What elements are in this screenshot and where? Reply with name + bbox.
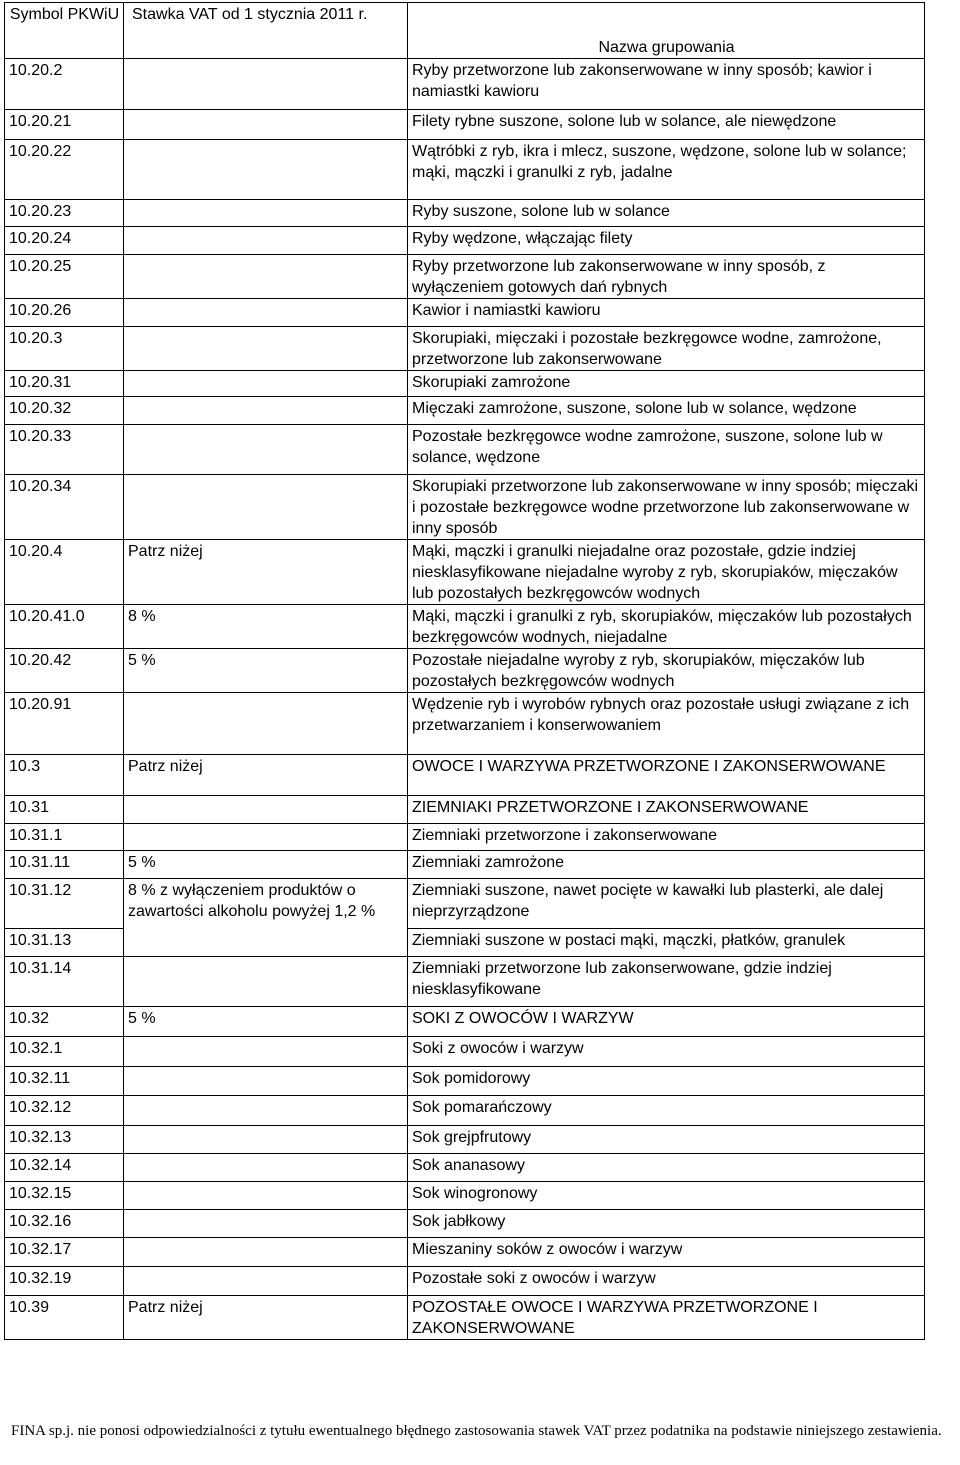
row-group-name: Ziemniaki suszone w postaci mąki, mączki, płatków, granulek (408, 929, 925, 957)
row-symbol: 10.32.12 (5, 1096, 124, 1126)
row-group-name: Ryby przetworzone lub zakonserwowane w inny sposób, z wyłączeniem gotowych dań rybnych (408, 255, 925, 299)
row-symbol: 10.32.11 (5, 1067, 124, 1096)
row-symbol: 10.32.1 (5, 1037, 124, 1067)
row-group-name: Mięczaki zamrożone, suszone, solone lub w solance, wędzone (408, 397, 925, 425)
row-vat-rate: Patrz niżej (124, 1296, 408, 1340)
table-row (5, 1126, 925, 1154)
row-symbol: 10.32.13 (5, 1126, 124, 1154)
row-group-name: Ziemniaki zamrożone (408, 851, 925, 879)
row-symbol: 10.31 (5, 796, 124, 824)
table-row (5, 1210, 925, 1238)
row-symbol: 10.20.22 (5, 140, 124, 200)
row-symbol: 10.20.91 (5, 693, 124, 755)
row-symbol: 10.31.1 (5, 824, 124, 851)
row-group-name: Wędzenie ryb i wyrobów rybnych oraz pozostałe usługi związane z ich przetwarzaniem i konserwowaniem (408, 693, 925, 755)
row-group-name: Sok pomarańczowy (408, 1096, 925, 1126)
table-row (5, 110, 925, 140)
row-group-name: Wątróbki z ryb, ikra i mlecz, suszone, wędzone, solone lub w solance; mąki, mączki i granulki z ryb, jadalne (408, 140, 925, 200)
table-row (5, 397, 925, 425)
row-group-name: Kawior i namiastki kawioru (408, 299, 925, 327)
row-vat-rate (124, 110, 408, 140)
row-vat-rate (124, 327, 408, 371)
row-symbol: 10.20.41.0 (5, 605, 124, 649)
row-group-name: Skorupiaki, mięczaki i pozostałe bezkręgowce wodne, zamrożone, przetworzone lub zakonserwowane (408, 327, 925, 371)
row-vat-rate (124, 200, 408, 227)
row-vat-rate (124, 371, 408, 397)
row-vat-rate (124, 59, 408, 110)
row-symbol: 10.32.14 (5, 1154, 124, 1182)
row-group-name: Ryby przetworzone lub zakonserwowane w inny sposób; kawior i namiastki kawioru (408, 59, 925, 110)
row-group-name: Skorupiaki przetworzone lub zakonserwowane w inny sposób; mięczaki i pozostałe bezkręgowce wodne przetworzone lub zakonserwowane w inny sposób (408, 475, 925, 540)
row-group-name: Mąki, mączki i granulki niejadalne oraz pozostałe, gdzie indziej niesklasyfikowane niejadalne wyroby z ryb, skorupiaków, mięczaków lub pozostałych bezkręgowców wodnych (408, 540, 925, 605)
table-row (5, 327, 925, 371)
row-symbol: 10.39 (5, 1296, 124, 1340)
row-group-name: Sok grejpfrutowy (408, 1126, 925, 1154)
row-symbol: 10.20.42 (5, 649, 124, 693)
row-vat-rate (124, 299, 408, 327)
row-symbol: 10.20.3 (5, 327, 124, 371)
row-vat-rate (124, 397, 408, 425)
row-vat-rate (124, 1154, 408, 1182)
row-symbol: 10.32.15 (5, 1182, 124, 1210)
row-symbol: 10.20.21 (5, 110, 124, 140)
row-group-name: Filety rybne suszone, solone lub w solance, ale niewędzone (408, 110, 925, 140)
table-row (5, 1007, 925, 1037)
row-vat-rate (124, 796, 408, 824)
row-group-name: POZOSTAŁE OWOCE I WARZYWA PRZETWORZONE I ZAKONSERWOWANE (408, 1296, 925, 1340)
row-group-name: Sok pomidorowy (408, 1067, 925, 1096)
row-group-name: Pozostałe bezkręgowce wodne zamrożone, suszone, solone lub w solance, wędzone (408, 425, 925, 475)
row-group-name: Ryby wędzone, włączając filety (408, 227, 925, 255)
table-row (5, 796, 925, 824)
table-row (5, 425, 925, 475)
table-row (5, 299, 925, 327)
row-vat-rate (124, 425, 408, 475)
table-row (5, 851, 925, 879)
row-group-name: Ziemniaki przetworzone lub zakonserwowane, gdzie indziej niesklasyfikowane (408, 957, 925, 1007)
row-group-name: Skorupiaki zamrożone (408, 371, 925, 397)
row-group-name: Pozostałe soki z owoców i warzyw (408, 1267, 925, 1296)
row-symbol: 10.32 (5, 1007, 124, 1037)
table-row (5, 1182, 925, 1210)
table-row (5, 755, 925, 796)
row-vat-rate: 5 % (124, 649, 408, 693)
row-vat-rate (124, 255, 408, 299)
row-vat-rate (124, 140, 408, 200)
table-row (5, 879, 925, 929)
row-symbol: 10.20.34 (5, 475, 124, 540)
header-vat-rate: Stawka VAT od 1 stycznia 2011 r. (124, 3, 408, 59)
row-vat-rate: 5 % (124, 1007, 408, 1037)
row-symbol: 10.20.32 (5, 397, 124, 425)
row-symbol: 10.32.19 (5, 1267, 124, 1296)
table-row (5, 140, 925, 200)
row-vat-rate (124, 1182, 408, 1210)
header-group-name: Nazwa grupowania (408, 3, 925, 59)
row-symbol: 10.32.16 (5, 1210, 124, 1238)
row-vat-rate: Patrz niżej (124, 755, 408, 796)
row-group-name: Mieszaniny soków z owoców i warzyw (408, 1238, 925, 1267)
row-symbol: 10.20.33 (5, 425, 124, 475)
row-symbol: 10.31.13 (5, 929, 124, 957)
row-symbol: 10.20.31 (5, 371, 124, 397)
table-row (5, 1267, 925, 1296)
table-row (5, 475, 925, 540)
table-row (5, 200, 925, 227)
row-symbol: 10.31.12 (5, 879, 124, 929)
row-vat-rate: 5 % (124, 851, 408, 879)
table-row (5, 540, 925, 605)
row-group-name: Sok jabłkowy (408, 1210, 925, 1238)
row-group-name: Ryby suszone, solone lub w solance (408, 200, 925, 227)
table-body (5, 59, 925, 1340)
row-group-name: Soki z owoców i warzyw (408, 1037, 925, 1067)
row-symbol: 10.31.14 (5, 957, 124, 1007)
table-row (5, 693, 925, 755)
row-vat-rate (124, 1238, 408, 1267)
disclaimer-footer: FINA sp.j. nie ponosi odpowiedzialności z tytułu ewentualnego błędnego zastosowania stawek VAT przez podatnika na podstawie niniejszego zestawienia. (11, 1423, 942, 1439)
row-symbol: 10.20.24 (5, 227, 124, 255)
row-vat-rate (124, 1126, 408, 1154)
row-vat-rate (124, 475, 408, 540)
row-group-name: ZIEMNIAKI PRZETWORZONE I ZAKONSERWOWANE (408, 796, 925, 824)
table-row (5, 649, 925, 693)
table-row (5, 1067, 925, 1096)
row-symbol: 10.32.17 (5, 1238, 124, 1267)
row-group-name: Sok winogronowy (408, 1182, 925, 1210)
row-vat-rate (124, 1037, 408, 1067)
row-symbol: 10.31.11 (5, 851, 124, 879)
row-vat-rate (124, 957, 408, 1007)
table-row (5, 824, 925, 851)
row-group-name: Ziemniaki przetworzone i zakonserwowane (408, 824, 925, 851)
table-row (5, 255, 925, 299)
table-row (5, 1296, 925, 1340)
row-symbol: 10.20.23 (5, 200, 124, 227)
row-vat-rate (124, 693, 408, 755)
row-symbol: 10.20.4 (5, 540, 124, 605)
table-row (5, 59, 925, 110)
row-symbol: 10.20.2 (5, 59, 124, 110)
row-vat-rate (124, 1210, 408, 1238)
table-row (5, 1238, 925, 1267)
row-vat-rate (124, 824, 408, 851)
table-header-row (5, 3, 925, 59)
row-symbol: 10.20.25 (5, 255, 124, 299)
table-row (5, 1096, 925, 1126)
row-vat-rate: 8 % z wyłączeniem produktów o zawartości alkoholu powyżej 1,2 % (124, 879, 408, 957)
row-vat-rate (124, 1267, 408, 1296)
table-row (5, 1037, 925, 1067)
vat-table (4, 2, 925, 1340)
row-symbol: 10.20.26 (5, 299, 124, 327)
row-vat-rate (124, 1067, 408, 1096)
row-group-name: Ziemniaki suszone, nawet pocięte w kawałki lub plasterki, ale dalej nieprzyrządzone (408, 879, 925, 929)
vat-rate-document (4, 2, 925, 1340)
row-group-name: Sok ananasowy (408, 1154, 925, 1182)
row-group-name: SOKI Z OWOCÓW I WARZYW (408, 1007, 925, 1037)
table-row (5, 227, 925, 255)
row-vat-rate: Patrz niżej (124, 540, 408, 605)
table-row (5, 605, 925, 649)
row-vat-rate: 8 % (124, 605, 408, 649)
row-group-name: Pozostałe niejadalne wyroby z ryb, skorupiaków, mięczaków lub pozostałych bezkręgowców wodnych (408, 649, 925, 693)
header-symbol: Symbol PKWiU (5, 3, 124, 59)
table-row (5, 957, 925, 1007)
row-group-name: Mąki, mączki i granulki z ryb, skorupiaków, mięczaków lub pozostałych bezkręgowców wodnych, niejadalne (408, 605, 925, 649)
table-row (5, 371, 925, 397)
table-row (5, 1154, 925, 1182)
row-vat-rate (124, 227, 408, 255)
row-symbol: 10.3 (5, 755, 124, 796)
row-group-name: OWOCE I WARZYWA PRZETWORZONE I ZAKONSERWOWANE (408, 755, 925, 796)
row-vat-rate (124, 1096, 408, 1126)
